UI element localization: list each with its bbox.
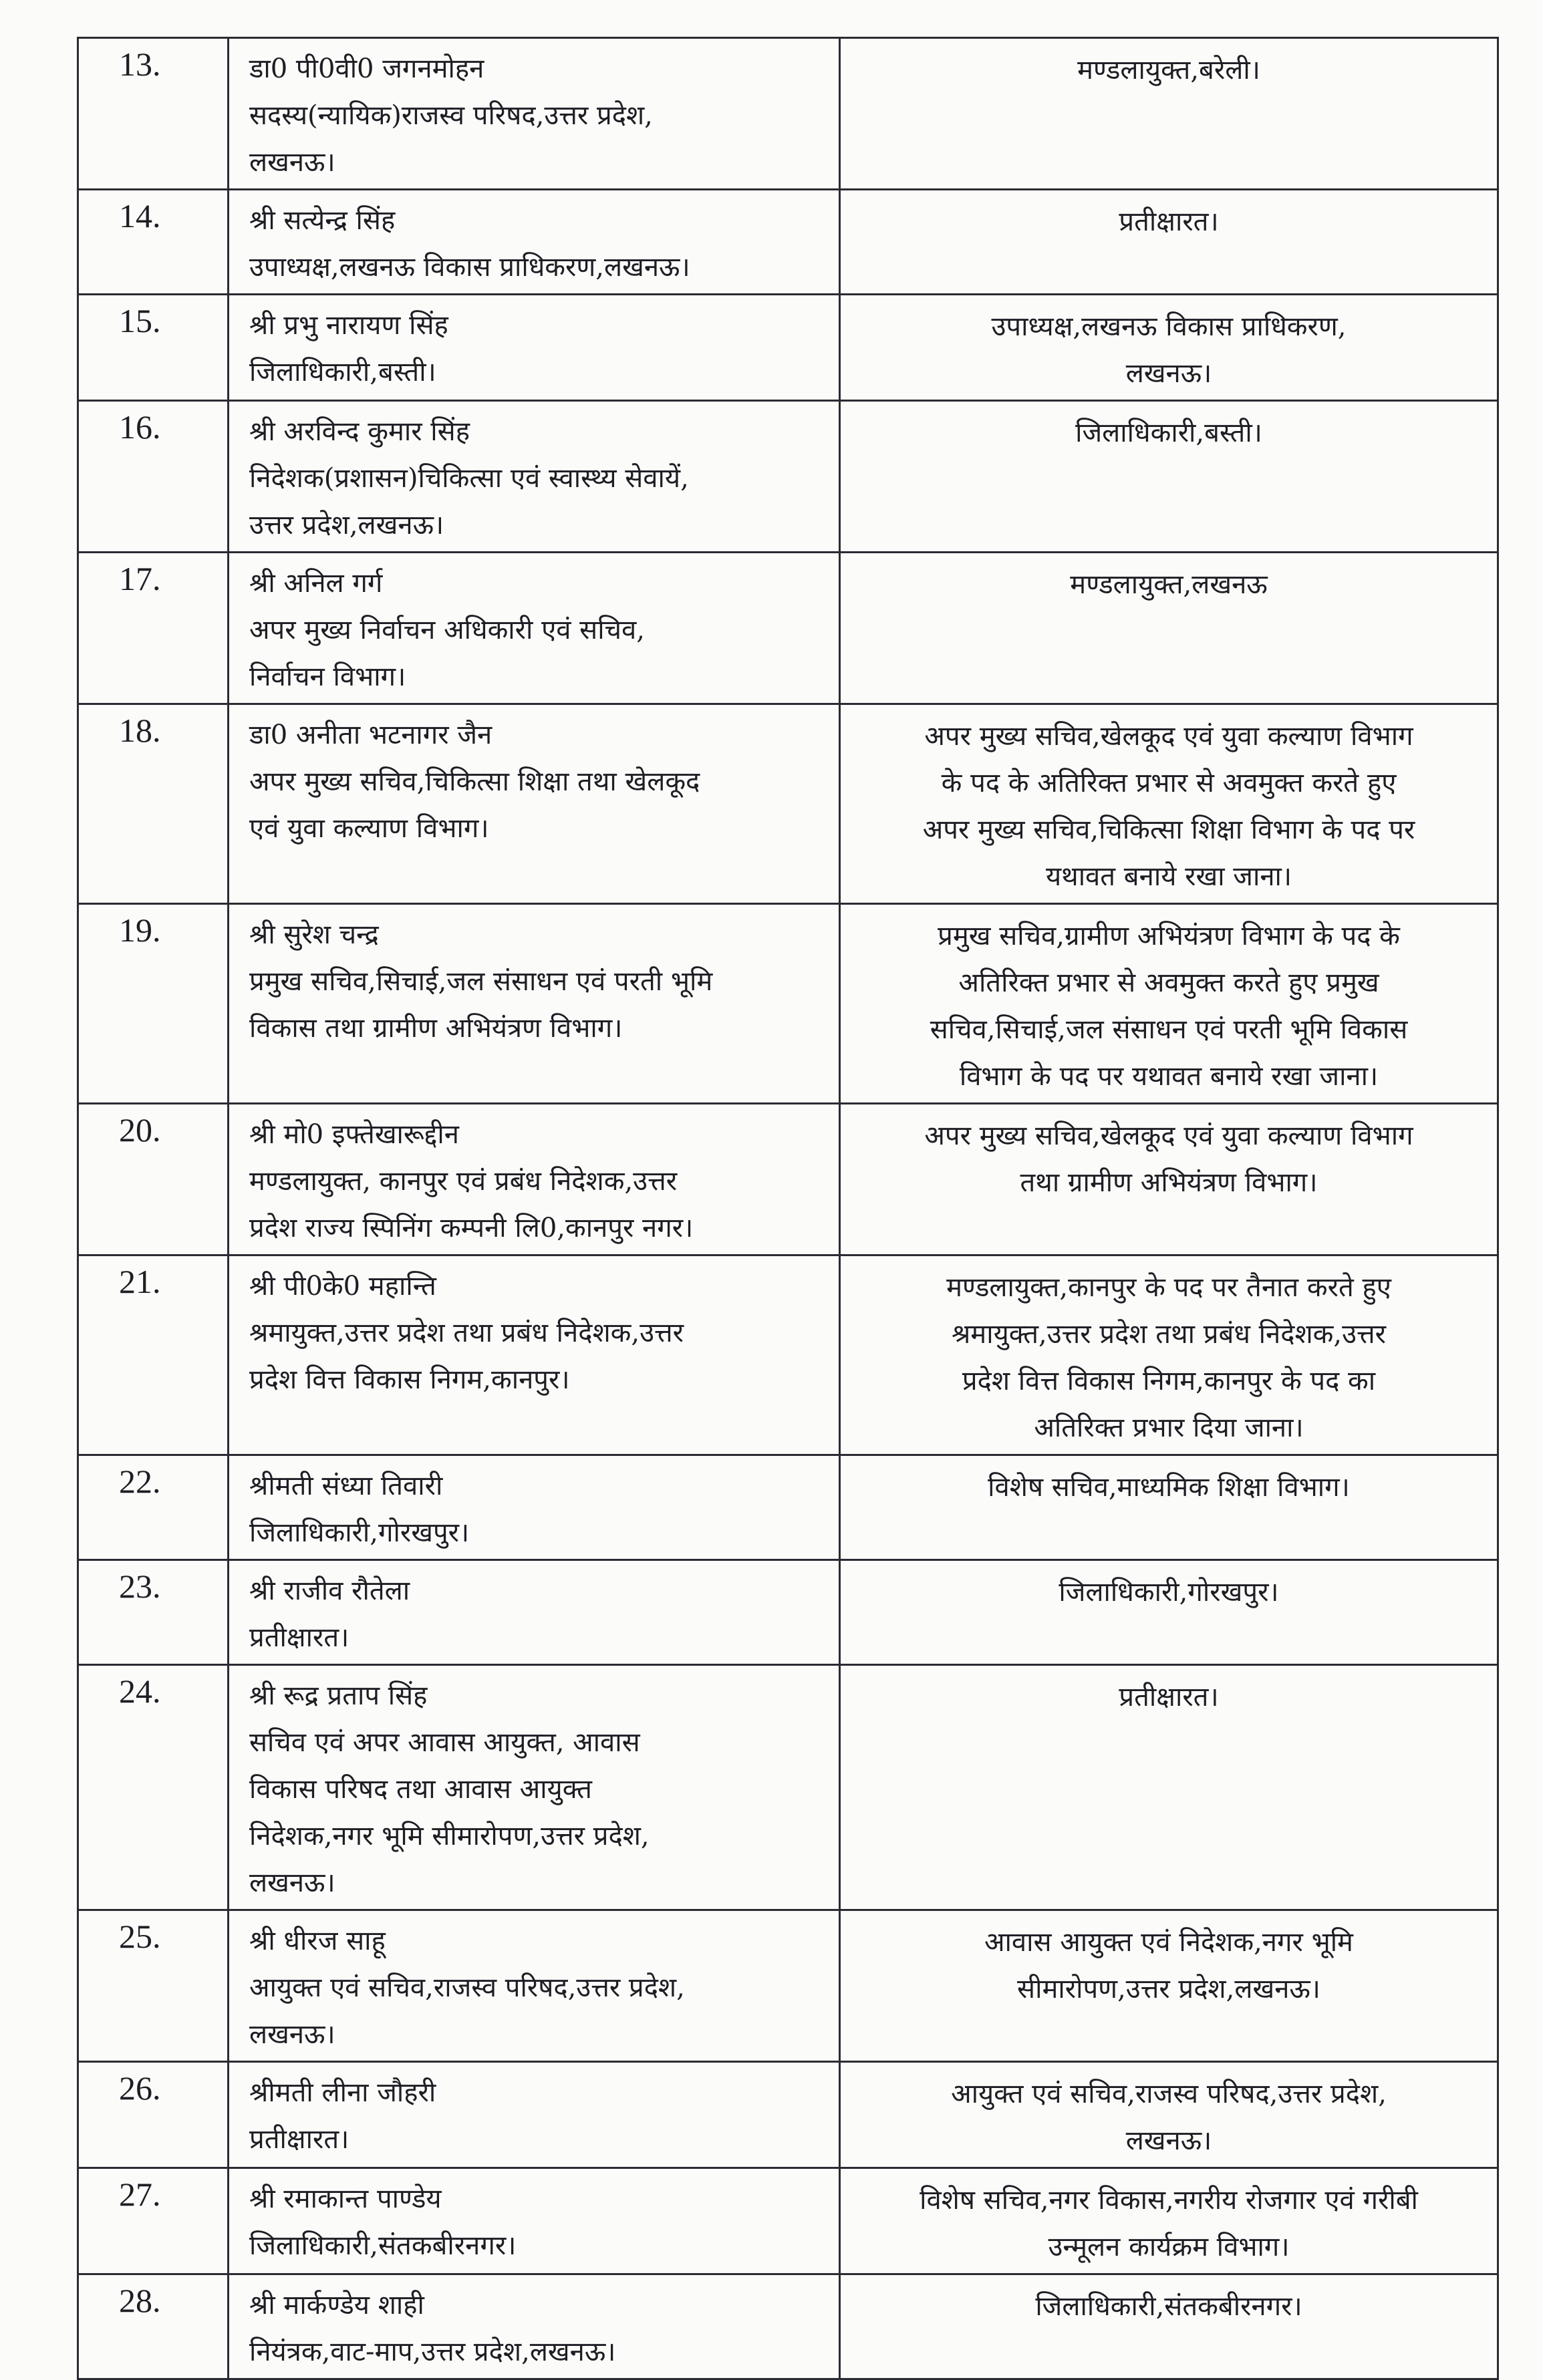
serial-number: 15. xyxy=(78,295,229,401)
officer-and-current-post-cell xyxy=(229,1560,840,1665)
officer-and-current-post-cell xyxy=(229,1104,840,1255)
officer-name: श्रीमती लीना जौहरी xyxy=(249,2077,436,2108)
current-post-line: सदस्य(न्यायिक)राजस्व परिषद,उत्तर प्रदेश, xyxy=(249,100,653,131)
new-post-line: यथावत बनाये रखा जाना। xyxy=(1045,861,1292,892)
new-post-line: मण्डलायुक्त,बरेली। xyxy=(1077,55,1260,86)
serial-number: 16. xyxy=(78,401,229,553)
current-post-line: प्रमुख सचिव,सिचाई,जल संसाधन एवं परती भूमि xyxy=(249,966,713,997)
new-post-line: जिलाधिकारी,बस्ती। xyxy=(1075,418,1262,448)
officer-name: श्री रमाकान्त पाण्डेय xyxy=(249,2184,442,2214)
officer-and-current-post-cell xyxy=(229,704,840,904)
current-post-line: अपर मुख्य सचिव,चिकित्सा शिक्षा तथा खेलकूद xyxy=(249,766,700,797)
officer-and-current-post-cell xyxy=(229,1455,840,1560)
new-post-line: प्रतीक्षारत। xyxy=(1119,1682,1219,1713)
officer-and-current-post-cell xyxy=(229,553,840,704)
officer-name: श्री मो0 इफ्तेखारूद्दीन xyxy=(249,1119,459,1150)
serial-number: 25. xyxy=(78,1910,229,2062)
new-posting-cell xyxy=(840,38,1498,190)
table-row xyxy=(78,704,1498,904)
new-post-line: सचिव,सिचाई,जल संसाधन एवं परती भूमि विकास xyxy=(930,1014,1408,1045)
table-row xyxy=(78,1910,1498,2062)
new-post-line: विशेष सचिव,माध्यमिक शिक्षा विभाग। xyxy=(988,1472,1350,1503)
officer-and-current-post-cell xyxy=(229,1665,840,1910)
current-post-line: प्रतीक्षारत। xyxy=(249,2124,349,2155)
table-row xyxy=(78,1455,1498,1560)
current-post-line: विकास तथा ग्रामीण अभियंत्रण विभाग। xyxy=(249,1013,623,1044)
new-posting-cell xyxy=(840,2168,1498,2274)
officer-name: श्री अनिल गर्ग xyxy=(249,568,383,599)
table-row xyxy=(78,1255,1498,1455)
new-post-line: विभाग के पद पर यथावत बनाये रखा जाना। xyxy=(959,1061,1379,1092)
serial-number: 28. xyxy=(78,2274,229,2379)
officer-and-current-post-cell xyxy=(229,38,840,190)
officer-and-current-post-cell xyxy=(229,2168,840,2274)
serial-number: 13. xyxy=(78,38,229,190)
new-post-line: अतिरिक्त प्रभार से अवमुक्त करते हुए प्रमुख xyxy=(958,968,1379,998)
current-post-line: प्रतीक्षारत। xyxy=(249,1622,349,1653)
new-posting-cell xyxy=(840,2274,1498,2379)
new-post-line: लखनऊ। xyxy=(1125,358,1212,389)
officer-and-current-post-cell xyxy=(229,190,840,295)
new-post-line: के पद के अतिरिक्त प्रभार से अवमुक्त करते हुए xyxy=(941,768,1397,798)
officer-and-current-post-cell xyxy=(229,2062,840,2168)
serial-number: 24. xyxy=(78,1665,229,1910)
officer-name: श्री अरविन्द कुमार सिंह xyxy=(249,416,470,447)
new-post-line: जिलाधिकारी,संतकबीरनगर। xyxy=(1035,2291,1302,2322)
current-post-line: जिलाधिकारी,बस्ती। xyxy=(249,357,436,388)
officer-and-current-post-cell xyxy=(229,1910,840,2062)
new-post-line: अपर मुख्य सचिव,चिकित्सा शिक्षा विभाग के पद पर xyxy=(922,814,1415,845)
new-posting-cell xyxy=(840,704,1498,904)
current-post-line: लखनऊ। xyxy=(249,147,335,178)
table-row xyxy=(78,190,1498,295)
current-post-line: आयुक्त एवं सचिव,राजस्व परिषद,उत्तर प्रदेश, xyxy=(249,1972,685,2003)
officer-name: श्री पी0के0 महान्ति xyxy=(249,1271,436,1302)
officer-transfer-table xyxy=(77,37,1499,2380)
current-post-line: जिलाधिकारी,गोरखपुर। xyxy=(249,1517,470,1548)
new-post-line: श्रमायुक्त,उत्तर प्रदेश तथा प्रबंध निदेशक,उत्तर xyxy=(951,1319,1386,1350)
serial-number: 23. xyxy=(78,1560,229,1665)
serial-number: 21. xyxy=(78,1255,229,1455)
table-row xyxy=(78,2168,1498,2274)
current-post-line: नियंत्रक,वाट-माप,उत्तर प्रदेश,लखनऊ। xyxy=(249,2337,616,2367)
new-posting-cell xyxy=(840,1910,1498,2062)
new-posting-cell xyxy=(840,904,1498,1104)
current-post-line: अपर मुख्य निर्वाचन अधिकारी एवं सचिव, xyxy=(249,615,645,645)
current-post-line: लखनऊ। xyxy=(249,1868,335,1898)
officer-and-current-post-cell xyxy=(229,295,840,401)
current-post-line: एवं युवा कल्याण विभाग। xyxy=(249,813,489,844)
officer-name: श्री धीरज साहू xyxy=(249,1926,386,1956)
current-post-line: जिलाधिकारी,संतकबीरनगर। xyxy=(249,2230,517,2261)
officer-and-current-post-cell xyxy=(229,904,840,1104)
table-row xyxy=(78,401,1498,553)
current-post-line: विकास परिषद तथा आवास आयुक्त xyxy=(249,1774,592,1805)
table-row xyxy=(78,1665,1498,1910)
new-posting-cell xyxy=(840,1255,1498,1455)
officer-name: श्री राजीव रौतेला xyxy=(249,1576,410,1606)
new-post-line: सीमारोपण,उत्तर प्रदेश,लखनऊ। xyxy=(1017,1974,1320,2004)
officer-name: श्री सत्येन्द्र सिंह xyxy=(249,205,396,236)
new-post-line: जिलाधिकारी,गोरखपुर। xyxy=(1059,1577,1279,1608)
transfer-table-body xyxy=(78,38,1498,2379)
table-row xyxy=(78,2062,1498,2168)
new-posting-cell xyxy=(840,401,1498,553)
current-post-line: उपाध्यक्ष,लखनऊ विकास प्राधिकरण,लखनऊ। xyxy=(249,252,690,283)
new-post-line: मण्डलायुक्त,लखनऊ xyxy=(1070,569,1268,600)
serial-number: 19. xyxy=(78,904,229,1104)
current-post-line: लखनऊ। xyxy=(249,2019,335,2050)
table-row xyxy=(78,553,1498,704)
new-post-line: आयुक्त एवं सचिव,राजस्व परिषद,उत्तर प्रदेश, xyxy=(951,2079,1387,2109)
new-post-line: आवास आयुक्त एवं निदेशक,नगर भूमि xyxy=(984,1927,1353,1958)
officer-name: श्री सुरेश चन्द्र xyxy=(249,919,379,950)
current-post-line: सचिव एवं अपर आवास आयुक्त, आवास xyxy=(249,1727,640,1758)
new-post-line: उन्मूलन कार्यक्रम विभाग। xyxy=(1048,2232,1290,2262)
serial-number: 18. xyxy=(78,704,229,904)
new-post-line: विशेष सचिव,नगर विकास,नगरीय रोजगार एवं गरीबी xyxy=(920,2185,1418,2216)
serial-number: 26. xyxy=(78,2062,229,2168)
new-post-line: उपाध्यक्ष,लखनऊ विकास प्राधिकरण, xyxy=(991,311,1347,342)
new-posting-cell xyxy=(840,1560,1498,1665)
officer-name: श्रीमती संध्या तिवारी xyxy=(249,1471,443,1501)
current-post-line: उत्तर प्रदेश,लखनऊ। xyxy=(249,510,444,541)
officer-name: डा0 पी0वी0 जगनमोहन xyxy=(249,53,484,84)
new-posting-cell xyxy=(840,553,1498,704)
current-post-line: प्रदेश राज्य स्पिनिंग कम्पनी लि0,कानपुर नगर। xyxy=(249,1213,694,1243)
new-posting-cell xyxy=(840,1104,1498,1255)
new-post-line: प्रतीक्षारत। xyxy=(1119,206,1219,237)
current-post-line: निदेशक(प्रशासन)चिकित्सा एवं स्वास्थ्य सेवायें, xyxy=(249,463,689,494)
table-row xyxy=(78,1560,1498,1665)
officer-name: श्री प्रभु नारायण सिंह xyxy=(249,310,448,341)
serial-number: 17. xyxy=(78,553,229,704)
officer-and-current-post-cell xyxy=(229,1255,840,1455)
officer-name: श्री रूद्र प्रताप सिंह xyxy=(249,1680,428,1711)
new-post-line: मण्डलायुक्त,कानपुर के पद पर तैनात करते हुए xyxy=(946,1272,1391,1303)
new-post-line: लखनऊ। xyxy=(1125,2125,1212,2156)
new-posting-cell xyxy=(840,1665,1498,1910)
new-post-line: प्रदेश वित्त विकास निगम,कानपुर के पद का xyxy=(962,1366,1376,1396)
serial-number: 14. xyxy=(78,190,229,295)
new-posting-cell xyxy=(840,295,1498,401)
new-posting-cell xyxy=(840,1455,1498,1560)
current-post-line: निर्वाचन विभाग। xyxy=(249,661,406,692)
table-row xyxy=(78,1104,1498,1255)
table-row xyxy=(78,38,1498,190)
table-row xyxy=(78,295,1498,401)
officer-name: श्री मार्कण्डेय शाही xyxy=(249,2290,424,2321)
serial-number: 27. xyxy=(78,2168,229,2274)
serial-number: 20. xyxy=(78,1104,229,1255)
serial-number: 22. xyxy=(78,1455,229,1560)
new-post-line: अतिरिक्त प्रभार दिया जाना। xyxy=(1034,1412,1304,1443)
current-post-line: निदेशक,नगर भूमि सीमारोपण,उत्तर प्रदेश, xyxy=(249,1821,650,1851)
new-post-line: अपर मुख्य सचिव,खेलकूद एवं युवा कल्याण विभाग xyxy=(924,1121,1413,1151)
current-post-line: प्रदेश वित्त विकास निगम,कानपुर। xyxy=(249,1364,570,1395)
table-row xyxy=(78,904,1498,1104)
new-posting-cell xyxy=(840,2062,1498,2168)
table-row xyxy=(78,2274,1498,2379)
current-post-line: मण्डलायुक्त, कानपुर एवं प्रबंध निदेशक,उत्तर xyxy=(249,1166,678,1197)
officer-name: डा0 अनीता भटनागर जैन xyxy=(249,720,493,750)
new-post-line: प्रमुख सचिव,ग्रामीण अभियंत्रण विभाग के पद के xyxy=(938,921,1400,951)
new-post-line: तथा ग्रामीण अभियंत्रण विभाग। xyxy=(1020,1167,1318,1198)
officer-and-current-post-cell xyxy=(229,2274,840,2379)
officer-and-current-post-cell xyxy=(229,401,840,553)
new-posting-cell xyxy=(840,190,1498,295)
current-post-line: श्रमायुक्त,उत्तर प्रदेश तथा प्रबंध निदेशक,उत्तर xyxy=(249,1318,684,1348)
new-post-line: अपर मुख्य सचिव,खेलकूद एवं युवा कल्याण विभाग xyxy=(924,721,1413,752)
